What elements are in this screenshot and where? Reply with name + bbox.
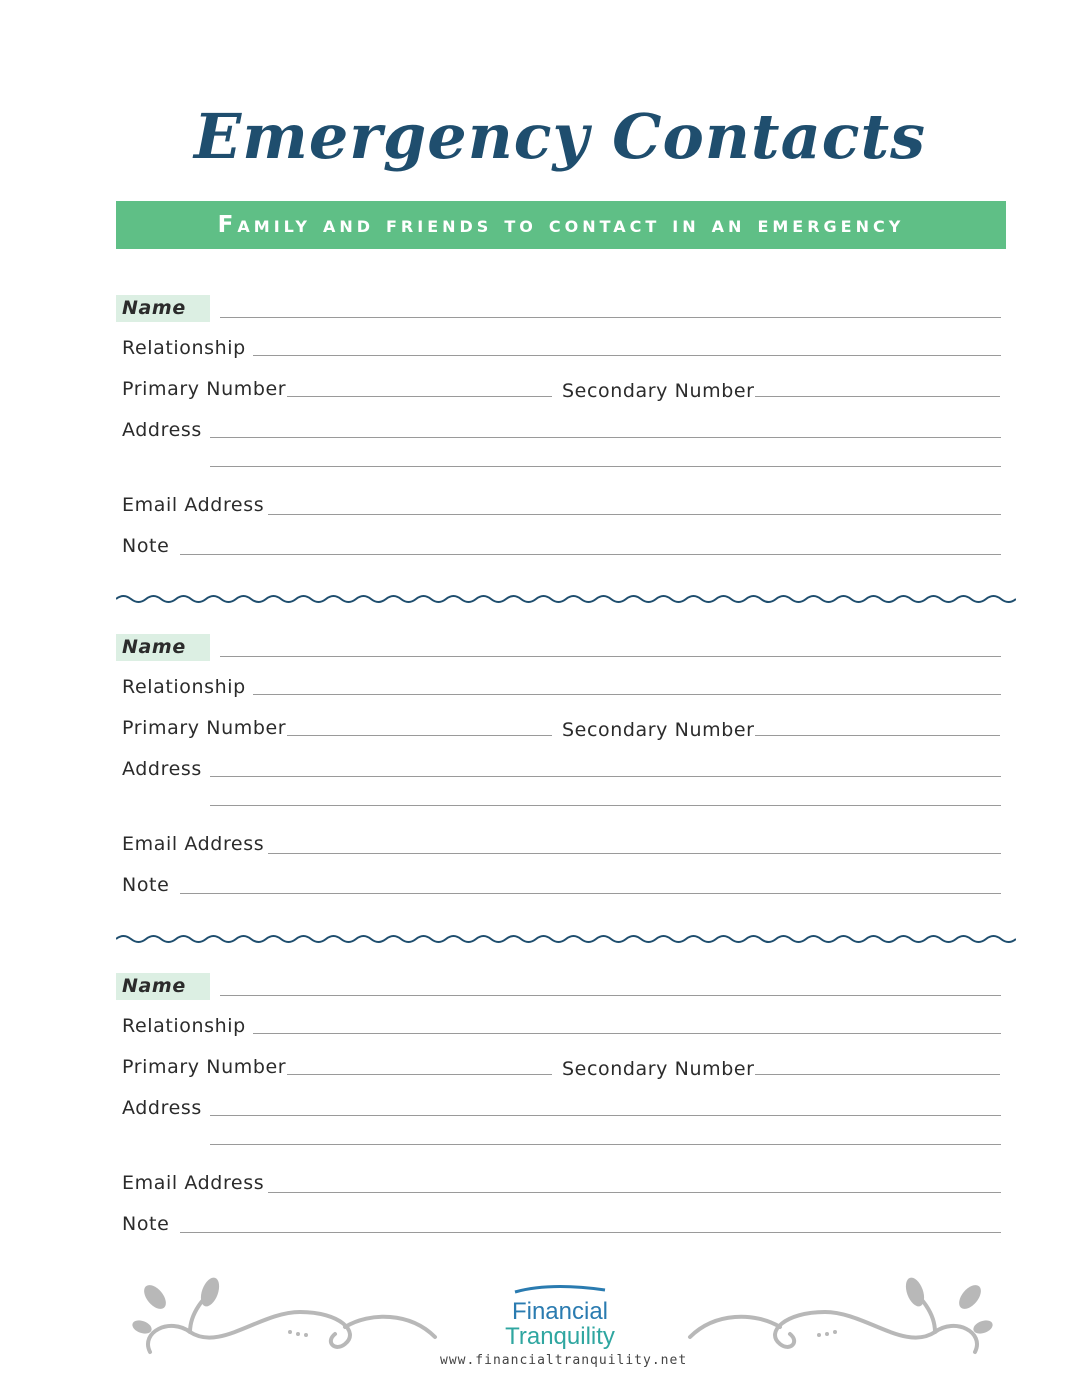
note-row — [0, 1212, 1080, 1242]
email-field[interactable] — [268, 1192, 1001, 1193]
contact-block-2 — [0, 634, 1080, 934]
note-row — [0, 873, 1080, 903]
address-field-line-1[interactable] — [210, 437, 1001, 438]
address-field-line-2[interactable] — [210, 805, 1001, 806]
contact-block-1 — [0, 295, 1080, 595]
relationship-field[interactable] — [253, 1033, 1001, 1034]
email-row — [0, 1171, 1080, 1201]
primary-number-field[interactable] — [287, 396, 552, 397]
email-field[interactable] — [268, 514, 1001, 515]
secondary-number-label: Secondary Number — [562, 719, 755, 741]
brand-name-line-2: Tranquility — [505, 1323, 615, 1350]
wave-divider — [116, 592, 1016, 606]
note-label: Note — [122, 874, 170, 896]
wave-divider — [116, 932, 1016, 946]
address-field-line-1[interactable] — [210, 776, 1001, 777]
secondary-number-field[interactable] — [755, 1074, 1000, 1075]
relationship-label: Relationship — [122, 676, 246, 698]
address-field-line-1[interactable] — [210, 1115, 1001, 1116]
name-row — [0, 295, 1080, 325]
primary-number-label: Primary Number — [122, 717, 287, 739]
address-label: Address — [122, 1097, 202, 1119]
relationship-field[interactable] — [253, 694, 1001, 695]
address-field-line-2[interactable] — [210, 1144, 1001, 1145]
address-row — [0, 418, 1080, 448]
primary-number-field[interactable] — [287, 735, 552, 736]
relationship-row — [0, 675, 1080, 705]
email-row — [0, 493, 1080, 523]
note-label: Note — [122, 1213, 170, 1235]
address-row — [0, 757, 1080, 787]
note-field[interactable] — [180, 1232, 1001, 1233]
email-field[interactable] — [268, 853, 1001, 854]
name-label: Name — [122, 297, 186, 319]
website-url: www.financialtranquility.net — [440, 1353, 688, 1368]
page-title: Emergency Contacts — [193, 100, 927, 173]
brand-logo — [440, 1280, 688, 1368]
relationship-label: Relationship — [122, 1015, 246, 1037]
address-field-line-2[interactable] — [210, 466, 1001, 467]
primary-number-label: Primary Number — [122, 1056, 287, 1078]
name-row — [0, 634, 1080, 664]
relationship-label: Relationship — [122, 337, 246, 359]
secondary-number-label: Secondary Number — [562, 1058, 755, 1080]
logo-wave-icon — [510, 1285, 610, 1295]
primary-number-label: Primary Number — [122, 378, 287, 400]
relationship-row — [0, 1014, 1080, 1044]
note-row — [0, 534, 1080, 564]
note-field[interactable] — [180, 893, 1001, 894]
note-label: Note — [122, 535, 170, 557]
name-row — [0, 973, 1080, 1003]
secondary-number-label: Secondary Number — [562, 380, 755, 402]
name-label: Name — [122, 636, 186, 658]
secondary-number-field[interactable] — [755, 735, 1000, 736]
address-row — [0, 1096, 1080, 1126]
email-label: Email Address — [122, 833, 265, 855]
email-label: Email Address — [122, 494, 265, 516]
primary-number-field[interactable] — [287, 1074, 552, 1075]
phone-row — [0, 1055, 1080, 1085]
address-label: Address — [122, 419, 202, 441]
name-field[interactable] — [220, 656, 1001, 657]
email-label: Email Address — [122, 1172, 265, 1194]
left-swirl-ornament-icon — [130, 1272, 450, 1372]
secondary-number-field[interactable] — [755, 396, 1000, 397]
brand-name-line-1: Financial — [511, 1298, 609, 1325]
phone-row — [0, 377, 1080, 407]
name-label: Name — [122, 975, 186, 997]
phone-row — [0, 716, 1080, 746]
right-swirl-ornament-icon — [675, 1272, 995, 1372]
name-field[interactable] — [220, 317, 1001, 318]
address-label: Address — [122, 758, 202, 780]
name-field[interactable] — [220, 995, 1001, 996]
relationship-row — [0, 336, 1080, 366]
contact-block-3 — [0, 973, 1080, 1273]
email-row — [0, 832, 1080, 862]
relationship-field[interactable] — [253, 355, 1001, 356]
note-field[interactable] — [180, 554, 1001, 555]
section-banner: Family and friends to contact in an emergency — [116, 201, 1006, 249]
